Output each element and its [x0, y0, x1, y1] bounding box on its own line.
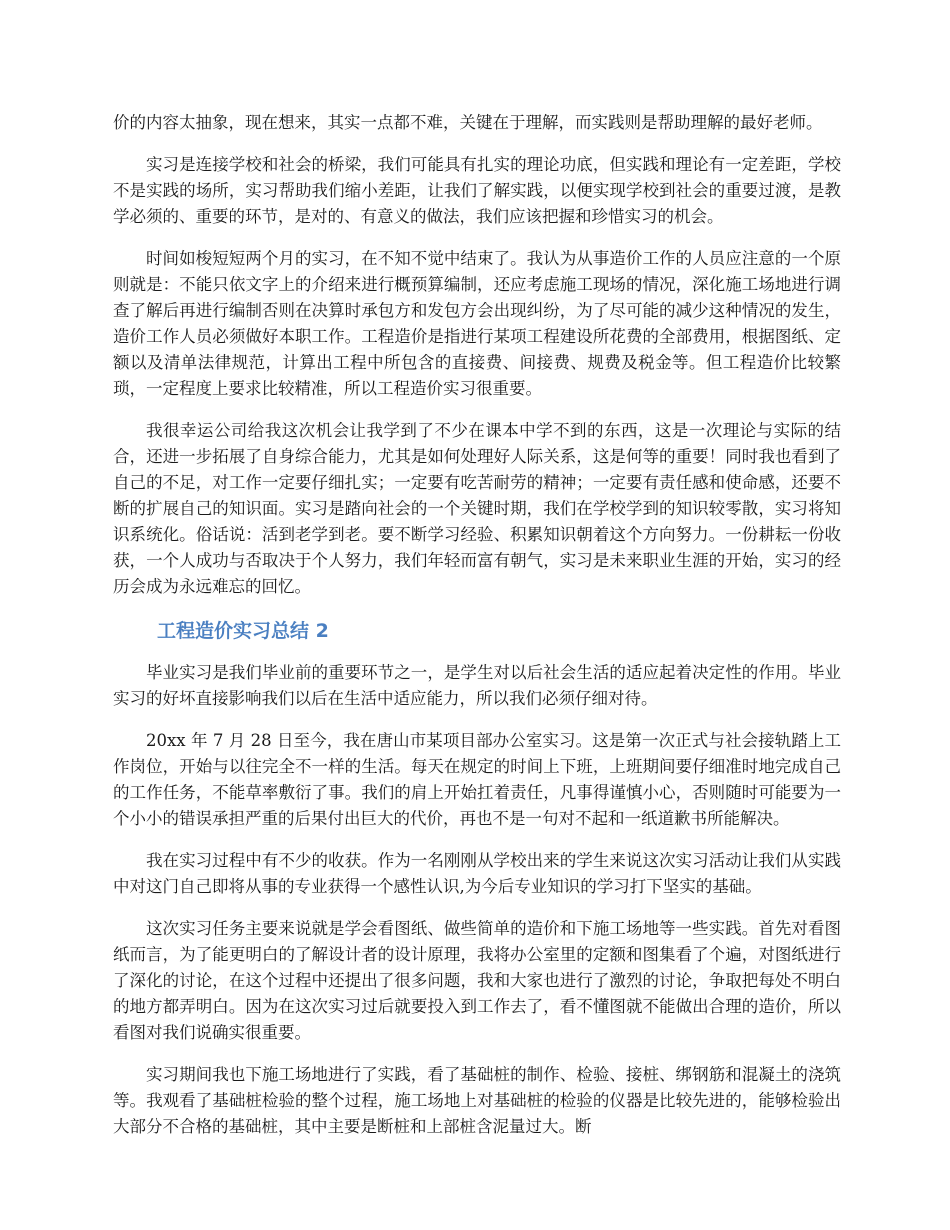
paragraph: 实习期间我也下施工场地进行了实践，看了基础桩的制作、检验、接桩、绑钢筋和混凝土的浇筑等。我观看了基础桩检验的整个过程，施工场地上对基础桩的检验的仪器是比较先进的，能够检验出大部分不合格的基础桩，其中主要是断桩和上部桩含泥量过大。断: [113, 1065, 841, 1136]
paragraph: 这次实习任务主要来说就是学会看图纸、做些简单的造价和下施工场地等一些实践。首先对看图纸而言，为了能更明白的了解设计者的设计原理，我将办公室里的定额和图集看了个遍，对图纸进行了深化的讨论，在这个过程中还提出了很多问题，我和大家也进行了激烈的讨论，争取把每处不明白的地方都弄明白。因为在这次实习过后就要投入到工作去了，看不懂图就不能做出合理的造价，所以看图对我们说确实很重要。: [113, 919, 841, 1042]
paragraph: 毕业实习是我们毕业前的重要环节之一，是学生对以后社会生活的适应起着决定性的作用。毕业实习的好坏直接影响我们以后在生活中适应能力，所以我们必须仔细对待。: [113, 663, 841, 708]
paragraph: 实习是连接学校和社会的桥梁，我们可能具有扎实的理论功底，但实践和理论有一定差距，学校不是实践的场所，实习帮助我们缩小差距，让我们了解实践，以便实现学校到社会的重要过渡，是教学必须的、重要的环节，是对的、有意义的做法，我们应该把握和珍惜实习的机会。: [113, 155, 841, 226]
paragraph: 我很幸运公司给我这次机会让我学到了不少在课本中学不到的东西，这是一次理论与实际的结合，还进一步拓展了自身综合能力，尤其是如何处理好人际关系，这是何等的重要！同时我也看到了自己的不足，对工作一定要仔细扎实；一定要有吃苦耐劳的精神；一定要有责任感和使命感，还要不断的扩展自己的知识面。实习是踏向社会的一个关键时期，我们在学校学到的知识较零散，实习将知识系统化。俗话说：活到老学到老。要不断学习经验、积累知识朝着这个方向努力。一份耕耘一份收获，一个人成功与否取决于个人努力，我们年轻而富有朝气，实习是未来职业生涯的开始，实习的经历会成为永远难忘的回忆。: [113, 421, 841, 596]
paragraph: 时间如梭短短两个月的实习，在不知不觉中结束了。我认为从事造价工作的人员应注意的一个原则就是：不能只依文字上的介绍来进行概预算编制，还应考虑施工现场的情况，深化施工场地进行调查了解后再进行编制否则在决算时承包方和发包方会出现纠纷，为了尽可能的减少这种情况的发生，造价工作人员必须做好本职工作。工程造价是指进行某项工程建设所花费的全部费用，根据图纸、定额以及清单法律规范，计算出工程中所包含的直接费、间接费、规费及税金等。但工程造价比较繁琐，一定程度上要求比较精准，所以工程造价实习很重要。: [113, 249, 841, 398]
paragraph: 20xx 年 7 月 28 日至今，我在唐山市某项目部办公室实习。这是第一次正式与社会接轨踏上工作岗位，开始与以往完全不一样的生活。每天在规定的时间上下班，上班期间要仔细准时地完成自己的工作任务，不能草率敷衍了事。我们的肩上开始扛着责任，凡事得谨慎小心，否则随时可能要为一个小小的错误承担严重的后果付出巨大的代价，再也不是一句对不起和一纸道歉书所能解决。: [113, 731, 841, 828]
section-heading: 工程造价实习总结 2: [157, 620, 329, 642]
paragraph: 价的内容太抽象，现在想来，其实一点都不难，关键在于理解，而实践则是帮助理解的最好老师。: [113, 113, 823, 132]
document-page: [113, 110, 841, 1156]
paragraph: 我在实习过程中有不少的收获。作为一名刚刚从学校出来的学生来说这次实习活动让我们从实践中对这门自己即将从事的专业获得一个感性认识,为今后专业知识的学习打下坚实的基础。: [113, 851, 841, 896]
